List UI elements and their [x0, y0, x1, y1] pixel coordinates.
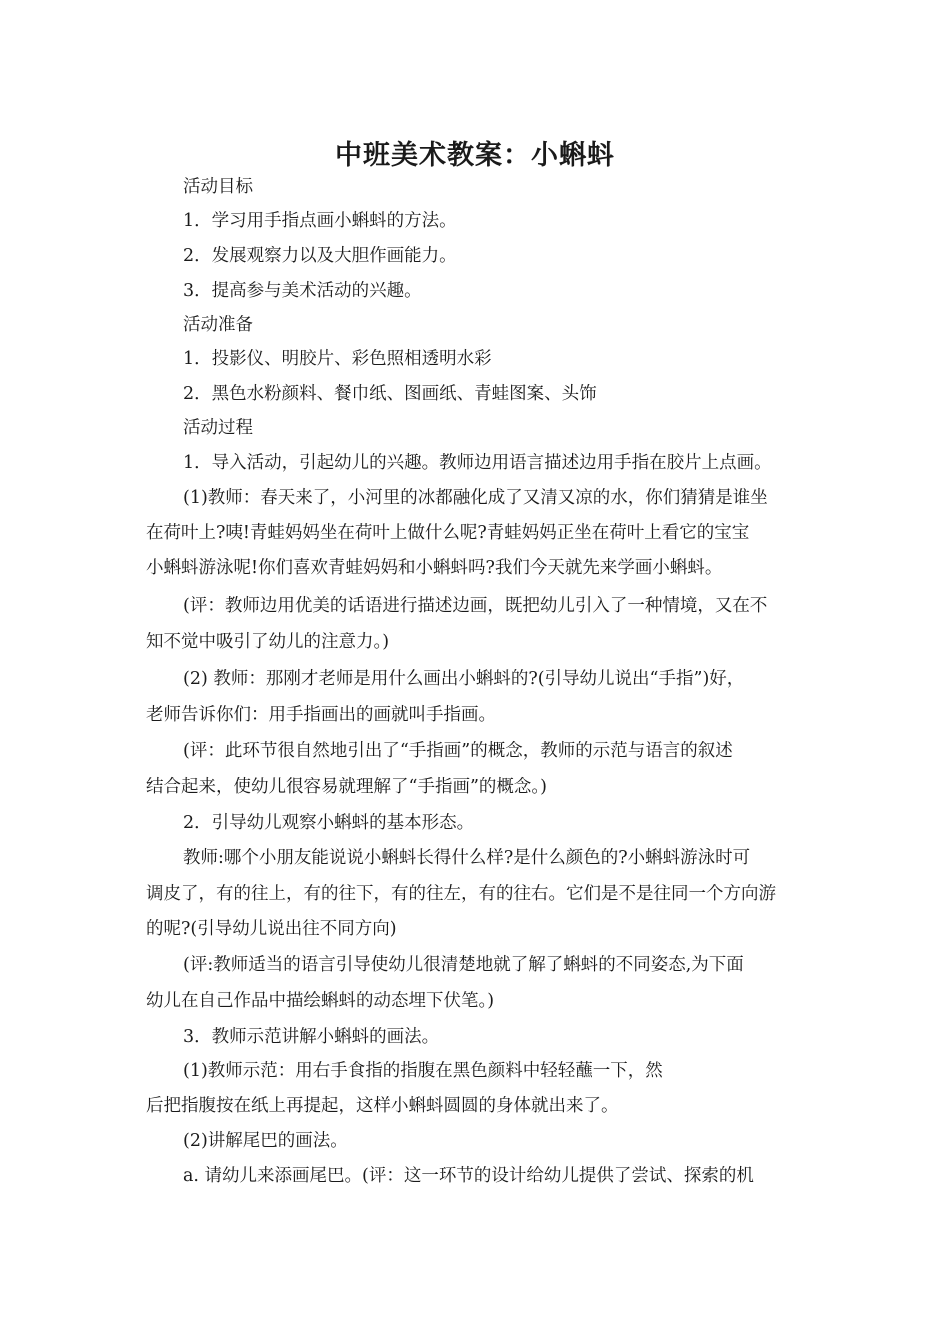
comment-line: 知不觉中吸引了幼儿的注意力。) — [146, 632, 390, 652]
paragraph-line: 在荷叶上?咦!青蛙妈妈坐在荷叶上做什么呢?青蛙妈妈正坐在荷叶上看它的宝宝 — [146, 523, 750, 543]
paragraph-line: (2) 教师：那刚才老师是用什么画出小蝌蚪的?(引导幼儿说出“手指”)好， — [183, 669, 745, 689]
paragraph-line: 3．提高参与美术活动的兴趣。 — [183, 281, 422, 301]
comment-line: 幼儿在自己作品中描绘蝌蚪的动态埋下伏笔。) — [146, 991, 495, 1011]
paragraph-line: 老师告诉你们：用手指画出的画就叫手指画。 — [146, 705, 496, 725]
paragraph-line: 的呢?(引导幼儿说出往不同方向) — [146, 919, 397, 939]
paragraph-line: 后把指腹按在纸上再提起，这样小蝌蚪圆圆的身体就出来了。 — [146, 1096, 619, 1116]
paragraph-line: 小蝌蚪游泳呢!你们喜欢青蛙妈妈和小蝌蚪吗?我们今天就先来学画小蝌蚪。 — [146, 558, 723, 578]
comment-line: (评:教师适当的语言引导使幼儿很清楚地就了解了蝌蚪的不同姿态,为下面 — [183, 955, 744, 975]
paragraph-line: (1)教师：春天来了，小河里的冰都融化成了又清又凉的水，你们猜猜是谁坐 — [183, 488, 768, 508]
paragraph-line: (2)讲解尾巴的画法。 — [183, 1131, 348, 1151]
section-heading: 活动目标 — [183, 177, 253, 197]
comment-line: (评：此环节很自然地引出了“手指画”的概念，教师的示范与语言的叙述 — [183, 741, 733, 761]
paragraph-line: 调皮了，有的往上，有的往下，有的往左，有的往右。它们是不是往同一个方向游 — [146, 884, 776, 904]
comment-line: 结合起来，使幼儿很容易就理解了“手指画”的概念。) — [146, 777, 547, 797]
section-heading: 活动准备 — [183, 315, 253, 335]
comment-line: (评：教师边用优美的话语进行描述边画，既把幼儿引入了一种情境，又在不 — [183, 596, 768, 616]
paragraph-line: (1)教师示范：用右手食指的指腹在黑色颜料中轻轻蘸一下，然 — [183, 1061, 663, 1081]
paragraph-line: 2．引导幼儿观察小蝌蚪的基本形态。 — [183, 813, 475, 833]
paragraph-line: 1．投影仪、明胶片、彩色照相透明水彩 — [183, 349, 492, 369]
paragraph-line: 2．发展观察力以及大胆作画能力。 — [183, 246, 457, 266]
document-title: 中班美术教案：小蝌蚪 — [335, 140, 615, 171]
paragraph-line: 1．导入活动，引起幼儿的兴趣。教师边用语言描述边用手指在胶片上点画。 — [183, 453, 772, 473]
paragraph-line: 2．黑色水粉颜料、餐巾纸、图画纸、青蛙图案、头饰 — [183, 384, 597, 404]
paragraph-line: 1．学习用手指点画小蝌蚪的方法。 — [183, 211, 457, 231]
paragraph-line: 教师:哪个小朋友能说说小蝌蚪长得什么样?是什么颜色的?小蝌蚪游泳时可 — [183, 848, 751, 868]
section-heading: 活动过程 — [183, 418, 253, 438]
paragraph-line: 3．教师示范讲解小蝌蚪的画法。 — [183, 1027, 440, 1047]
paragraph-line: a. 请幼儿来添画尾巴。(评：这一环节的设计给幼儿提供了尝试、探索的机 — [183, 1166, 754, 1186]
